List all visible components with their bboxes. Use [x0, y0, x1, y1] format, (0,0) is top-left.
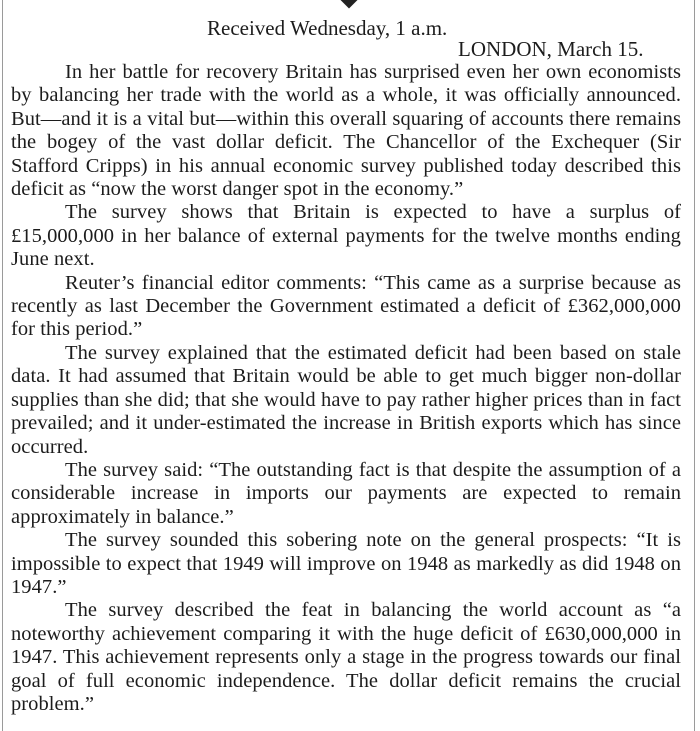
article-paragraph: In her battle for recovery Britain has surprised even her own economists by balancing her trade with the world as a whole, it was officially announced. But—and it is a vital but—within this overall squaring of accounts there remains the bogey of the vast dollar deficit. The Chancellor of the Exchequer (Sir Stafford Cripps) in his annual economic survey published today described this deficit as “now the worst danger spot in the economy.”	[11, 61, 681, 201]
article-paragraph: The survey sounded this sobering note on the general prospects: “It is impossible to expect that 1949 will improve on 1948 as markedly as did 1948 on 1947.”	[11, 529, 681, 598]
dateline: LONDON, March 15.	[458, 37, 644, 61]
article-paragraph: The survey said: “The outstanding fact is that despite the assumption of a considerable increase in imports our payments are expected to remain approximately in balance.”	[11, 458, 681, 528]
article-paragraph: The survey described the feat in balancing the world account as “a noteworthy achievement comparing it with the huge deficit of £630,000,000 in 1947. This achievement represents only a stage in the progress towards our final goal of full economic independence. The dollar deficit remains the crucial problem.”	[11, 599, 681, 715]
article-paragraph: Reuter’s financial editor comments: “This came as a surprise because as recently as last December the Government estimated a deficit of £362,000,000 for this period.”	[11, 271, 681, 341]
article-body	[11, 61, 681, 716]
article-paragraph: The survey explained that the estimated deficit had been based on stale data. It had assumed that Britain would be able to get much bigger non-dollar supplies than she did; that she would have to pay rather higher prices than in fact prevailed; and it under-estimated the increase in British exports which has since occurred.	[11, 341, 681, 458]
left-column-rule	[2, 0, 3, 731]
received-timestamp: Received Wednesday, 1 a.m.	[207, 16, 448, 40]
article-paragraph: The survey shows that Britain is expected to have a surplus of £15,000,000 in her balance of external payments for the twelve months ending June next.	[11, 201, 681, 271]
section-separator-mark	[341, 0, 358, 8]
right-column-rule	[694, 0, 695, 731]
